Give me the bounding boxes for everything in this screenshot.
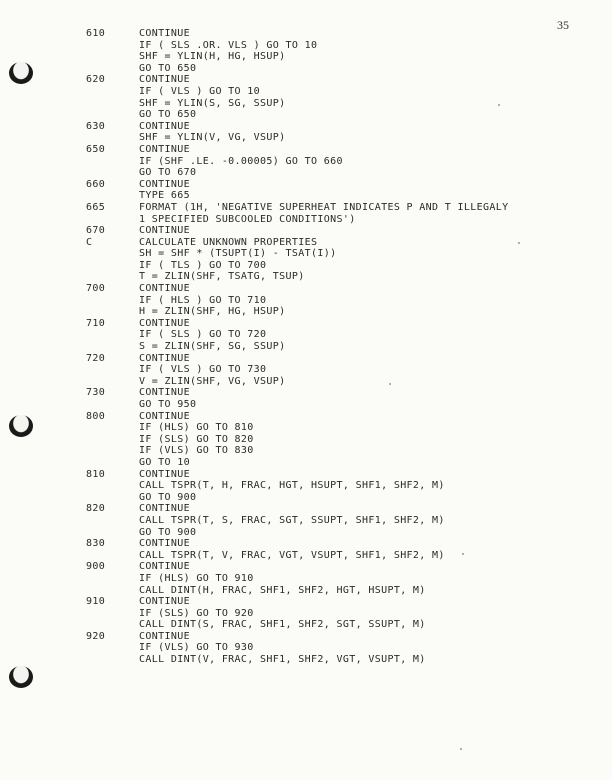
code-text: CONTINUE [139, 317, 190, 329]
code-text: CONTINUE [139, 143, 190, 155]
code-text: IF ( VLS ) GO TO 730 [139, 364, 267, 376]
statement-label: 670 [86, 225, 106, 237]
code-text: CONTINUE [139, 225, 190, 237]
code-text: GO TO 670 [139, 167, 197, 179]
code-text: GO TO 900 [139, 526, 197, 538]
code-line [0, 202, 612, 214]
code-line [0, 422, 612, 434]
code-line [0, 376, 612, 388]
code-text: IF (HLS) GO TO 810 [139, 422, 254, 434]
code-text: T = ZLIN(SHF, TSATG, TSUP) [139, 271, 305, 283]
code-line [0, 364, 612, 376]
code-text: IF (SLS) GO TO 820 [139, 433, 254, 445]
code-text: CONTINUE [139, 503, 190, 515]
code-text: FORMAT (1H, 'NEGATIVE SUPERHEAT INDICATES P AND T ILLEGALY [139, 201, 509, 213]
code-text: IF (SHF .LE. -0.00005) GO TO 660 [139, 155, 343, 167]
code-text: CONTINUE [139, 596, 190, 608]
scan-speck [460, 748, 462, 750]
code-line [0, 260, 612, 272]
code-line [0, 329, 612, 341]
code-text: SHF = YLIN(V, VG, VSUP) [139, 132, 286, 144]
code-line [0, 74, 612, 86]
code-line [0, 608, 612, 620]
code-text: IF ( SLS .OR. VLS ) GO TO 10 [139, 39, 318, 51]
code-text: CALL TSPR(T, H, FRAC, HGT, HSUPT, SHF1, SHF2, M) [139, 480, 445, 492]
code-text: CONTINUE [139, 28, 190, 39]
statement-label: 910 [86, 596, 106, 608]
code-line [0, 341, 612, 353]
statement-label: 730 [86, 387, 106, 399]
statement-label: 800 [86, 410, 106, 422]
code-line [0, 63, 612, 75]
code-text: GO TO 900 [139, 491, 197, 503]
statement-label: 660 [86, 178, 106, 190]
statement-label: 700 [86, 283, 106, 295]
code-line [0, 121, 612, 133]
code-text: GO TO 650 [139, 109, 197, 121]
code-text: IF (VLS) GO TO 830 [139, 445, 254, 457]
code-line [0, 318, 612, 330]
code-line [0, 434, 612, 446]
statement-label: 650 [86, 143, 106, 155]
code-text: CALL DINT(S, FRAC, SHF1, SHF2, SGT, SSUPT, M) [139, 619, 426, 631]
code-line [0, 585, 612, 597]
code-text: CALCULATE UNKNOWN PROPERTIES [139, 236, 318, 248]
statement-label: 620 [86, 74, 106, 86]
code-text: CONTINUE [139, 538, 190, 550]
code-text: CONTINUE [139, 410, 190, 422]
code-line [0, 28, 612, 40]
code-text: CONTINUE [139, 74, 190, 86]
statement-label: 900 [86, 561, 106, 573]
code-line [0, 190, 612, 202]
code-text: S = ZLIN(SHF, SG, SSUP) [139, 341, 286, 353]
code-line [0, 445, 612, 457]
code-text: IF (VLS) GO TO 930 [139, 642, 254, 654]
code-text: CONTINUE [139, 283, 190, 295]
code-line [0, 214, 612, 226]
code-text: SH = SHF * (TSUPT(I) - TSAT(I)) [139, 248, 337, 260]
code-text: CONTINUE [139, 561, 190, 573]
code-text: IF (HLS) GO TO 910 [139, 572, 254, 584]
code-text: GO TO 650 [139, 62, 197, 74]
code-text: CONTINUE [139, 387, 190, 399]
statement-label: 710 [86, 317, 106, 329]
code-line [0, 156, 612, 168]
code-text: V = ZLIN(SHF, VG, VSUP) [139, 375, 286, 387]
code-text: IF ( HLS ) GO TO 710 [139, 294, 267, 306]
code-text: 1 SPECIFIED SUBCOOLED CONDITIONS') [139, 213, 356, 225]
statement-label: 820 [86, 503, 106, 515]
code-line [0, 306, 612, 318]
code-text: IF ( TLS ) GO TO 700 [139, 259, 267, 271]
code-line [0, 503, 612, 515]
code-line [0, 144, 612, 156]
code-line [0, 457, 612, 469]
code-text: CALL TSPR(T, V, FRAC, VGT, VSUPT, SHF1, SHF2, M) [139, 549, 445, 561]
code-line [0, 480, 612, 492]
code-text: CONTINUE [139, 352, 190, 364]
code-line [0, 561, 612, 573]
code-line [0, 353, 612, 365]
code-text: IF ( SLS ) GO TO 720 [139, 329, 267, 341]
code-line [0, 573, 612, 585]
code-line [0, 51, 612, 63]
code-text: GO TO 10 [139, 456, 190, 468]
code-line [0, 86, 612, 98]
code-line [0, 387, 612, 399]
statement-label: 610 [86, 28, 106, 39]
code-line [0, 631, 612, 643]
punch-hole [9, 666, 33, 688]
statement-label: 810 [86, 468, 106, 480]
code-text: CALL DINT(H, FRAC, SHF1, SHF2, HGT, HSUPT, M) [139, 584, 426, 596]
code-line [0, 469, 612, 481]
code-line [0, 492, 612, 504]
code-line [0, 596, 612, 608]
code-line [0, 40, 612, 52]
code-text: TYPE 665 [139, 190, 190, 202]
code-text: GO TO 950 [139, 399, 197, 410]
code-line [0, 527, 612, 539]
code-text: CONTINUE [139, 630, 190, 642]
code-line [0, 98, 612, 110]
code-line [0, 179, 612, 191]
code-line [0, 167, 612, 179]
code-line [0, 654, 612, 666]
statement-label: 720 [86, 352, 106, 364]
code-line [0, 411, 612, 423]
code-line [0, 642, 612, 654]
code-text: CONTINUE [139, 120, 190, 132]
code-text: SHF = YLIN(S, SG, SSUP) [139, 97, 286, 109]
code-line [0, 399, 612, 411]
code-line [0, 538, 612, 550]
code-line [0, 283, 612, 295]
code-line [0, 550, 612, 562]
code-text: CALL TSPR(T, S, FRAC, SGT, SSUPT, SHF1, SHF2, M) [139, 514, 445, 526]
code-text: CALL DINT(V, FRAC, SHF1, SHF2, VGT, VSUPT, M) [139, 654, 426, 666]
fortran-listing [0, 28, 612, 666]
page-number: 35 [557, 18, 569, 32]
code-text: SHF = YLIN(H, HG, HSUP) [139, 51, 286, 63]
code-text: CONTINUE [139, 178, 190, 190]
code-text: H = ZLIN(SHF, HG, HSUP) [139, 306, 286, 318]
code-line [0, 619, 612, 631]
code-line [0, 132, 612, 144]
code-text: IF (SLS) GO TO 920 [139, 607, 254, 619]
code-line [0, 225, 612, 237]
code-line [0, 248, 612, 260]
code-line [0, 271, 612, 283]
code-line [0, 515, 612, 527]
code-line [0, 109, 612, 121]
statement-label: 665 [86, 201, 106, 213]
code-line [0, 237, 612, 249]
code-text: CONTINUE [139, 468, 190, 480]
code-text: IF ( VLS ) GO TO 10 [139, 85, 261, 97]
statement-label: 830 [86, 538, 106, 550]
statement-label: 920 [86, 630, 106, 642]
statement-label: 630 [86, 120, 106, 132]
code-line [0, 295, 612, 307]
statement-label: C [86, 236, 93, 248]
